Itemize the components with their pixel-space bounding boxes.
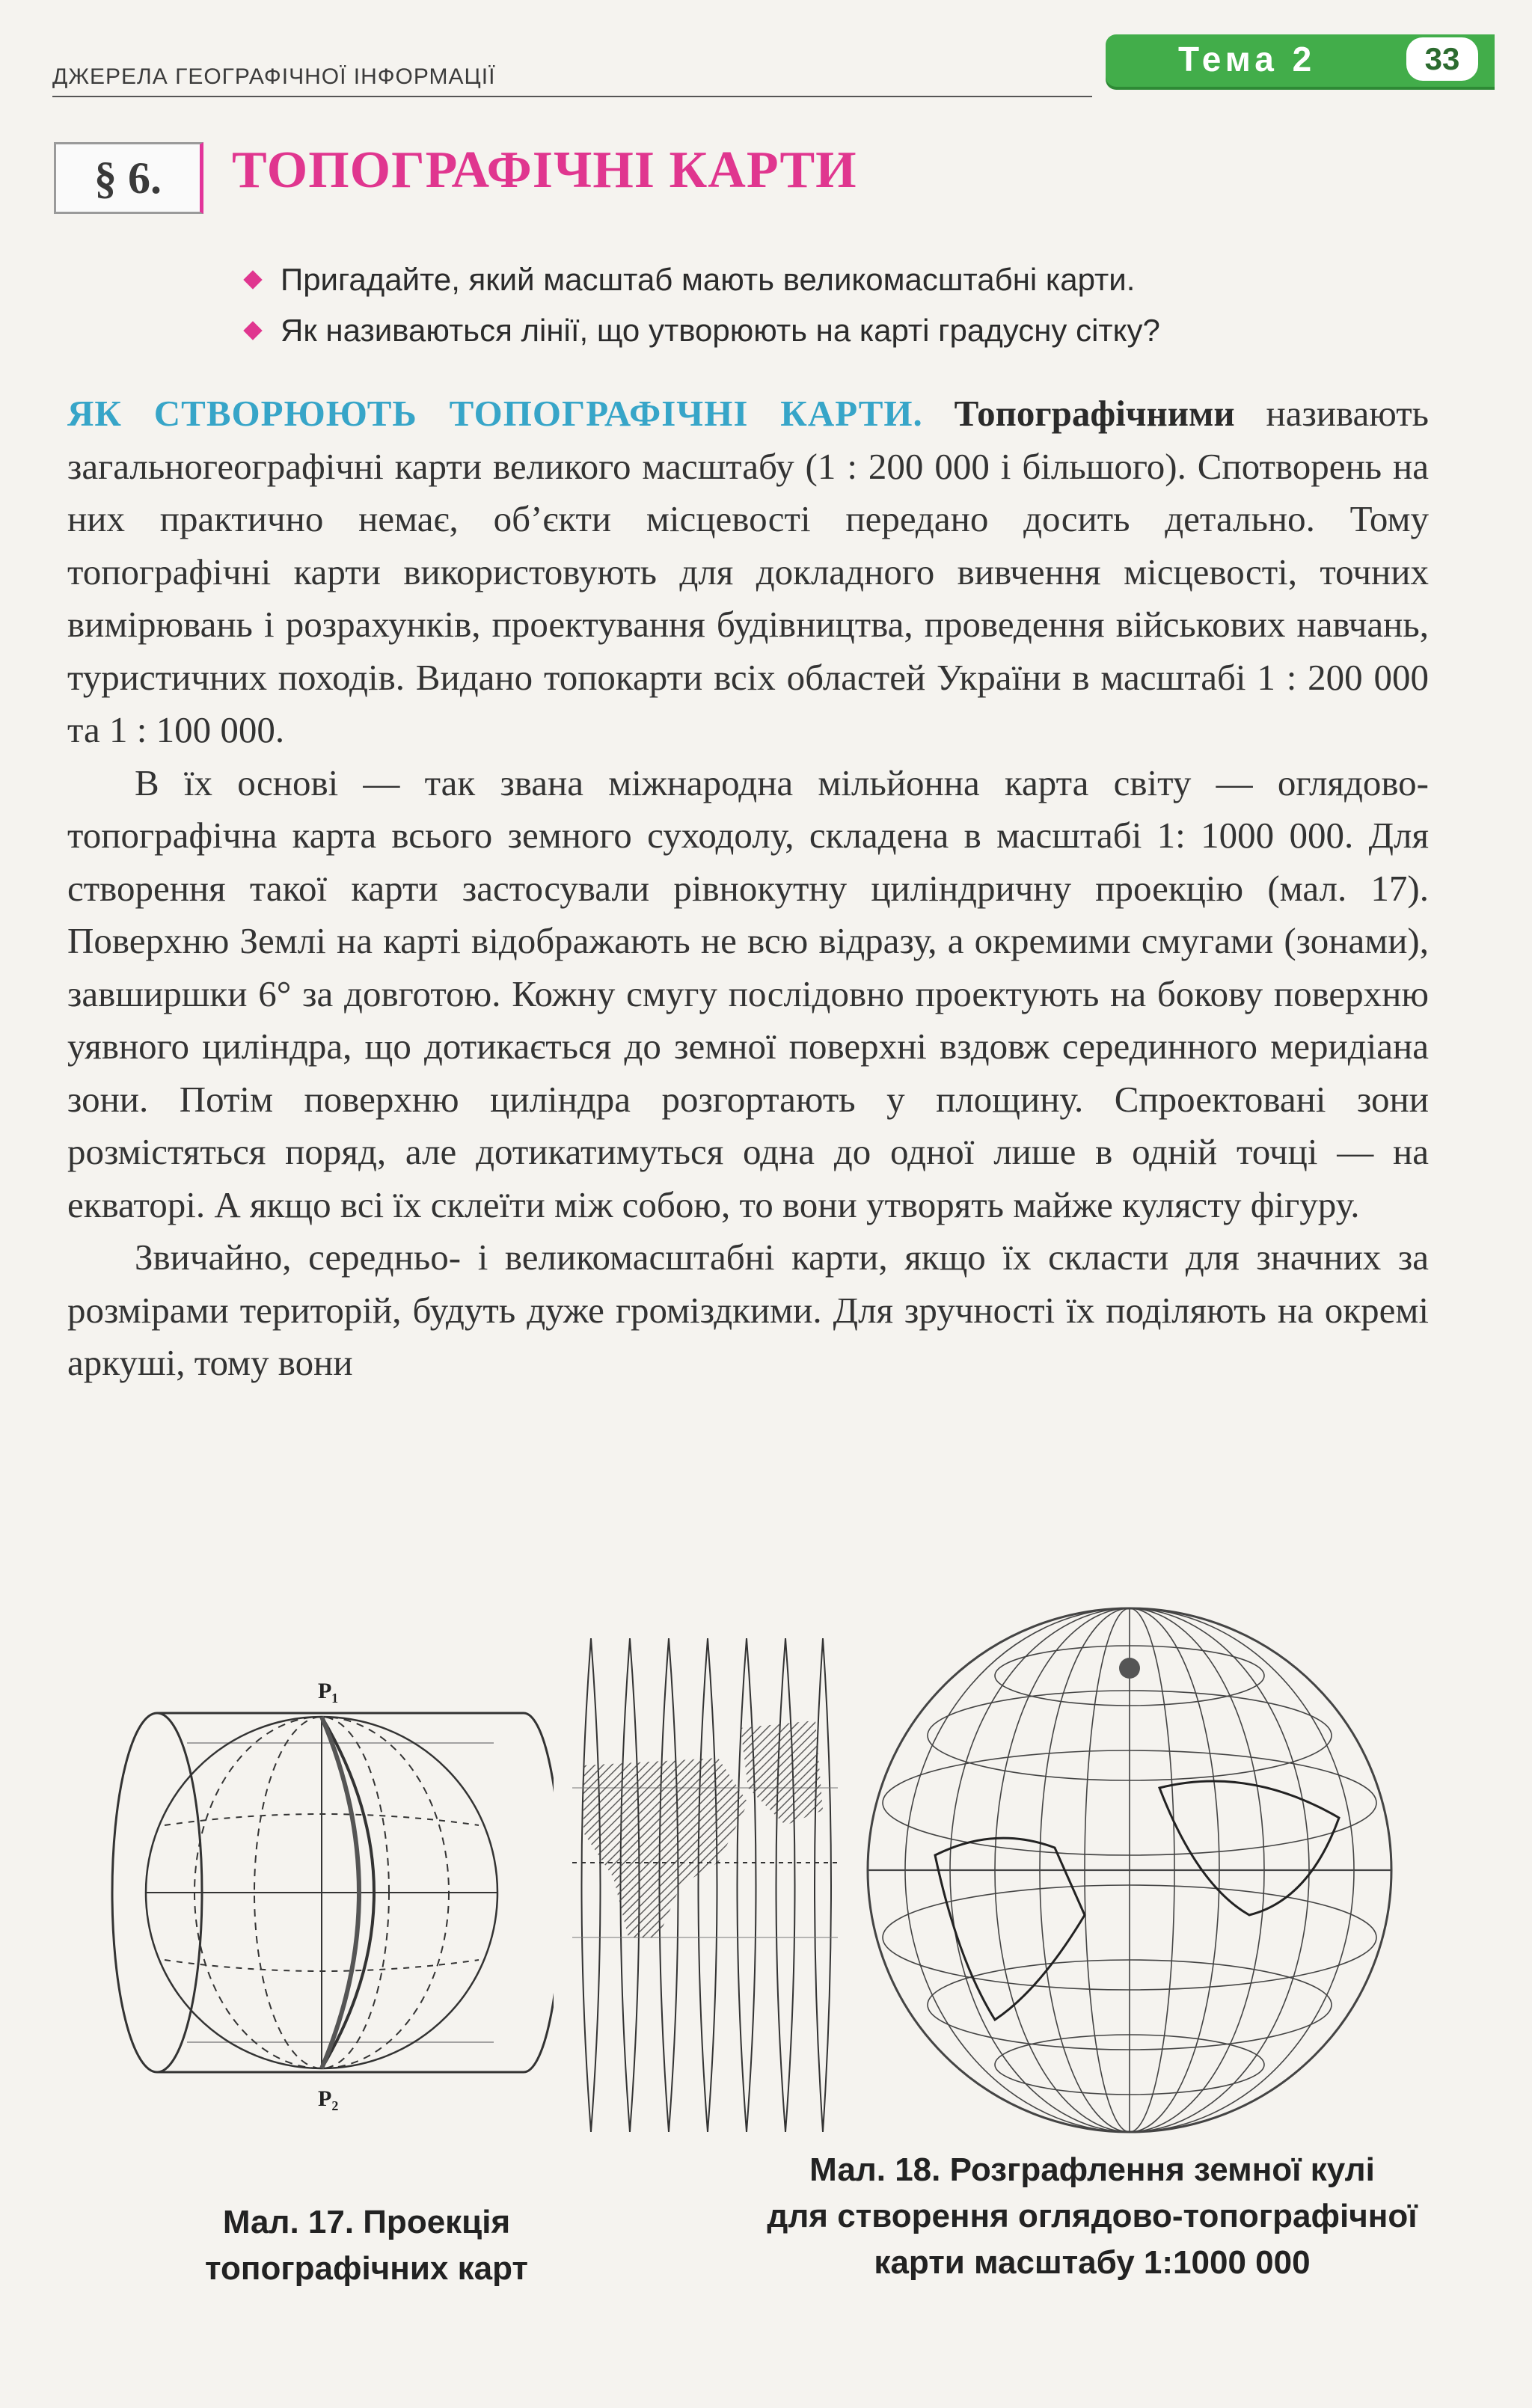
- paragraph-3: Звичайно, середньо- і великомасштабні карти, якщо їх скласти для значних за розмірами територій, будуть дуже громіздкими. Для зручності їх поділяють на окремі аркуші, тому вони: [67, 1237, 1429, 1383]
- caption-line: карти масштабу 1:1000 000: [874, 2244, 1311, 2281]
- figure-18-globe: [860, 1601, 1399, 2139]
- question-item: Як називаються лінії, що утворюють на карті градусну сітку?: [243, 305, 1440, 356]
- caption-line: Мал. 18. Розграфлення земної кулі: [809, 2151, 1375, 2188]
- running-header: ДЖЕРЕЛА ГЕОГРАФІЧНОЇ ІНФОРМАЦІЇ: [52, 64, 1092, 97]
- caption-line: Мал. 17. Проекція: [222, 2204, 511, 2240]
- pole-label-p2: P₂: [318, 2086, 339, 2111]
- defined-term: Топографічними: [954, 393, 1235, 434]
- review-questions: [243, 254, 1440, 356]
- caption-line: топографічних карт: [205, 2250, 528, 2287]
- section-title: ТОПОГРАФІЧНІ КАРТИ: [232, 141, 857, 199]
- paragraph-text: називають загальногеографічні карти великого масштабу (1 : 200 000 і більшого). Спотворень на них практично немає, об’єкти місцевості передано досить детально. Тому топографічні карти використовують для докладного вивчення місцевості, точних вимірювань і розрахунків, проектування будівництва, проведення військових навчань, туристичних походів. Видано топокарти всіх областей України в масштабі 1 : 200 000 та 1 : 100 000.: [67, 393, 1429, 750]
- pole-label-p1: P₁: [318, 1679, 339, 1703]
- page-number: 33: [1406, 37, 1478, 81]
- body-text: [67, 387, 1429, 1390]
- paragraph-2: В їх основі — так звана міжнародна мільйонна карта світу — оглядово-топографічна карта всього земного суходолу, складена в масштабі 1: 1000 000. Для створення такої карти застосували рівнокутну циліндричну проекцію (мал. 17). Поверхню Землі на карті відображають не всю відразу, а окремими смугами (зонами), завширшки 6° за довготою. Кожну смугу послідовно проектують на бокову поверхню уявного циліндра, що дотикається до земної поверхні вздовж серединного меридіана зони. Потім поверхню циліндра розгортають у площину. Спроектовані зони розмістяться поряд, але дотикатимуться одна до одної лише в одній точці — на екваторі. А якщо всі їх склеїти між собою, то вони утворять майже кулясту фігуру.: [67, 762, 1429, 1225]
- figure-18-gores: [569, 1638, 838, 2132]
- caption-line: для створення оглядово-топографічної: [767, 2198, 1418, 2234]
- paragraph-heading: ЯК СТВОРЮЮТЬ ТОПОГРАФІЧНІ КАРТИ.: [67, 393, 923, 434]
- section-number: § 6.: [54, 142, 203, 214]
- topic-label: Тема 2: [1178, 40, 1317, 79]
- question-item: Пригадайте, який масштаб мають великомасштабні карти.: [243, 254, 1440, 305]
- figure-17-cylinder-projection: [75, 1646, 554, 2124]
- figure-17-caption: [150, 2199, 583, 2292]
- figure-18-caption: [703, 2147, 1481, 2286]
- paragraph-1: [67, 387, 1429, 757]
